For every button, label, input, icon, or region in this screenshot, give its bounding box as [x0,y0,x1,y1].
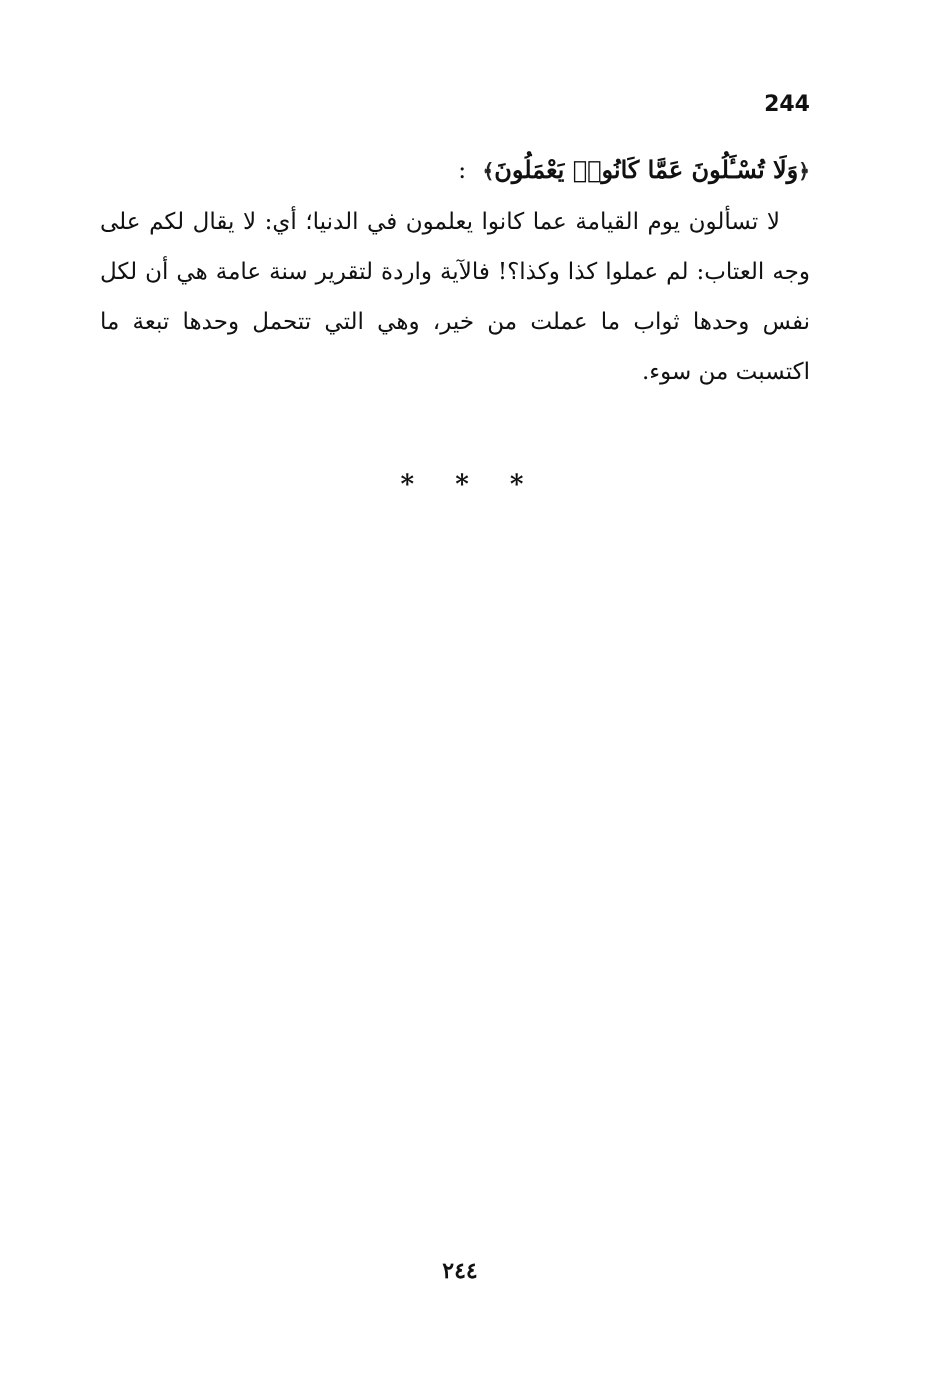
page-number-bottom: ٢٤٤ [442,1258,478,1284]
verse-colon: : [458,156,467,184]
verse-open-bracket: ﴿ [798,159,810,183]
verse-close-bracket: ﴾ [482,159,495,183]
page-number-top: 244 [764,92,810,117]
commentary-paragraph: لا تسألون يوم القيامة عما كانوا يعلمون في الدنيا؛ أي: لا يقال لكم على وجه العتاب: لم عملوا كذا وكذا؟! فالآية واردة لتقرير سنة عامة هي أن لكل نفس وحدها ثواب ما عملت من خير، وهي التي تتحمل وحدها تبعة ما اكتسبت من سوء. [100,209,810,385]
section-separator-stars: * * * [400,470,540,500]
quran-verse-heading [100,148,810,193]
verse-text: وَلَا تُسْـَٔلُونَ عَمَّا كَانُوا۟ يَعْمَلُونَ [494,155,799,184]
page-body [100,148,810,397]
